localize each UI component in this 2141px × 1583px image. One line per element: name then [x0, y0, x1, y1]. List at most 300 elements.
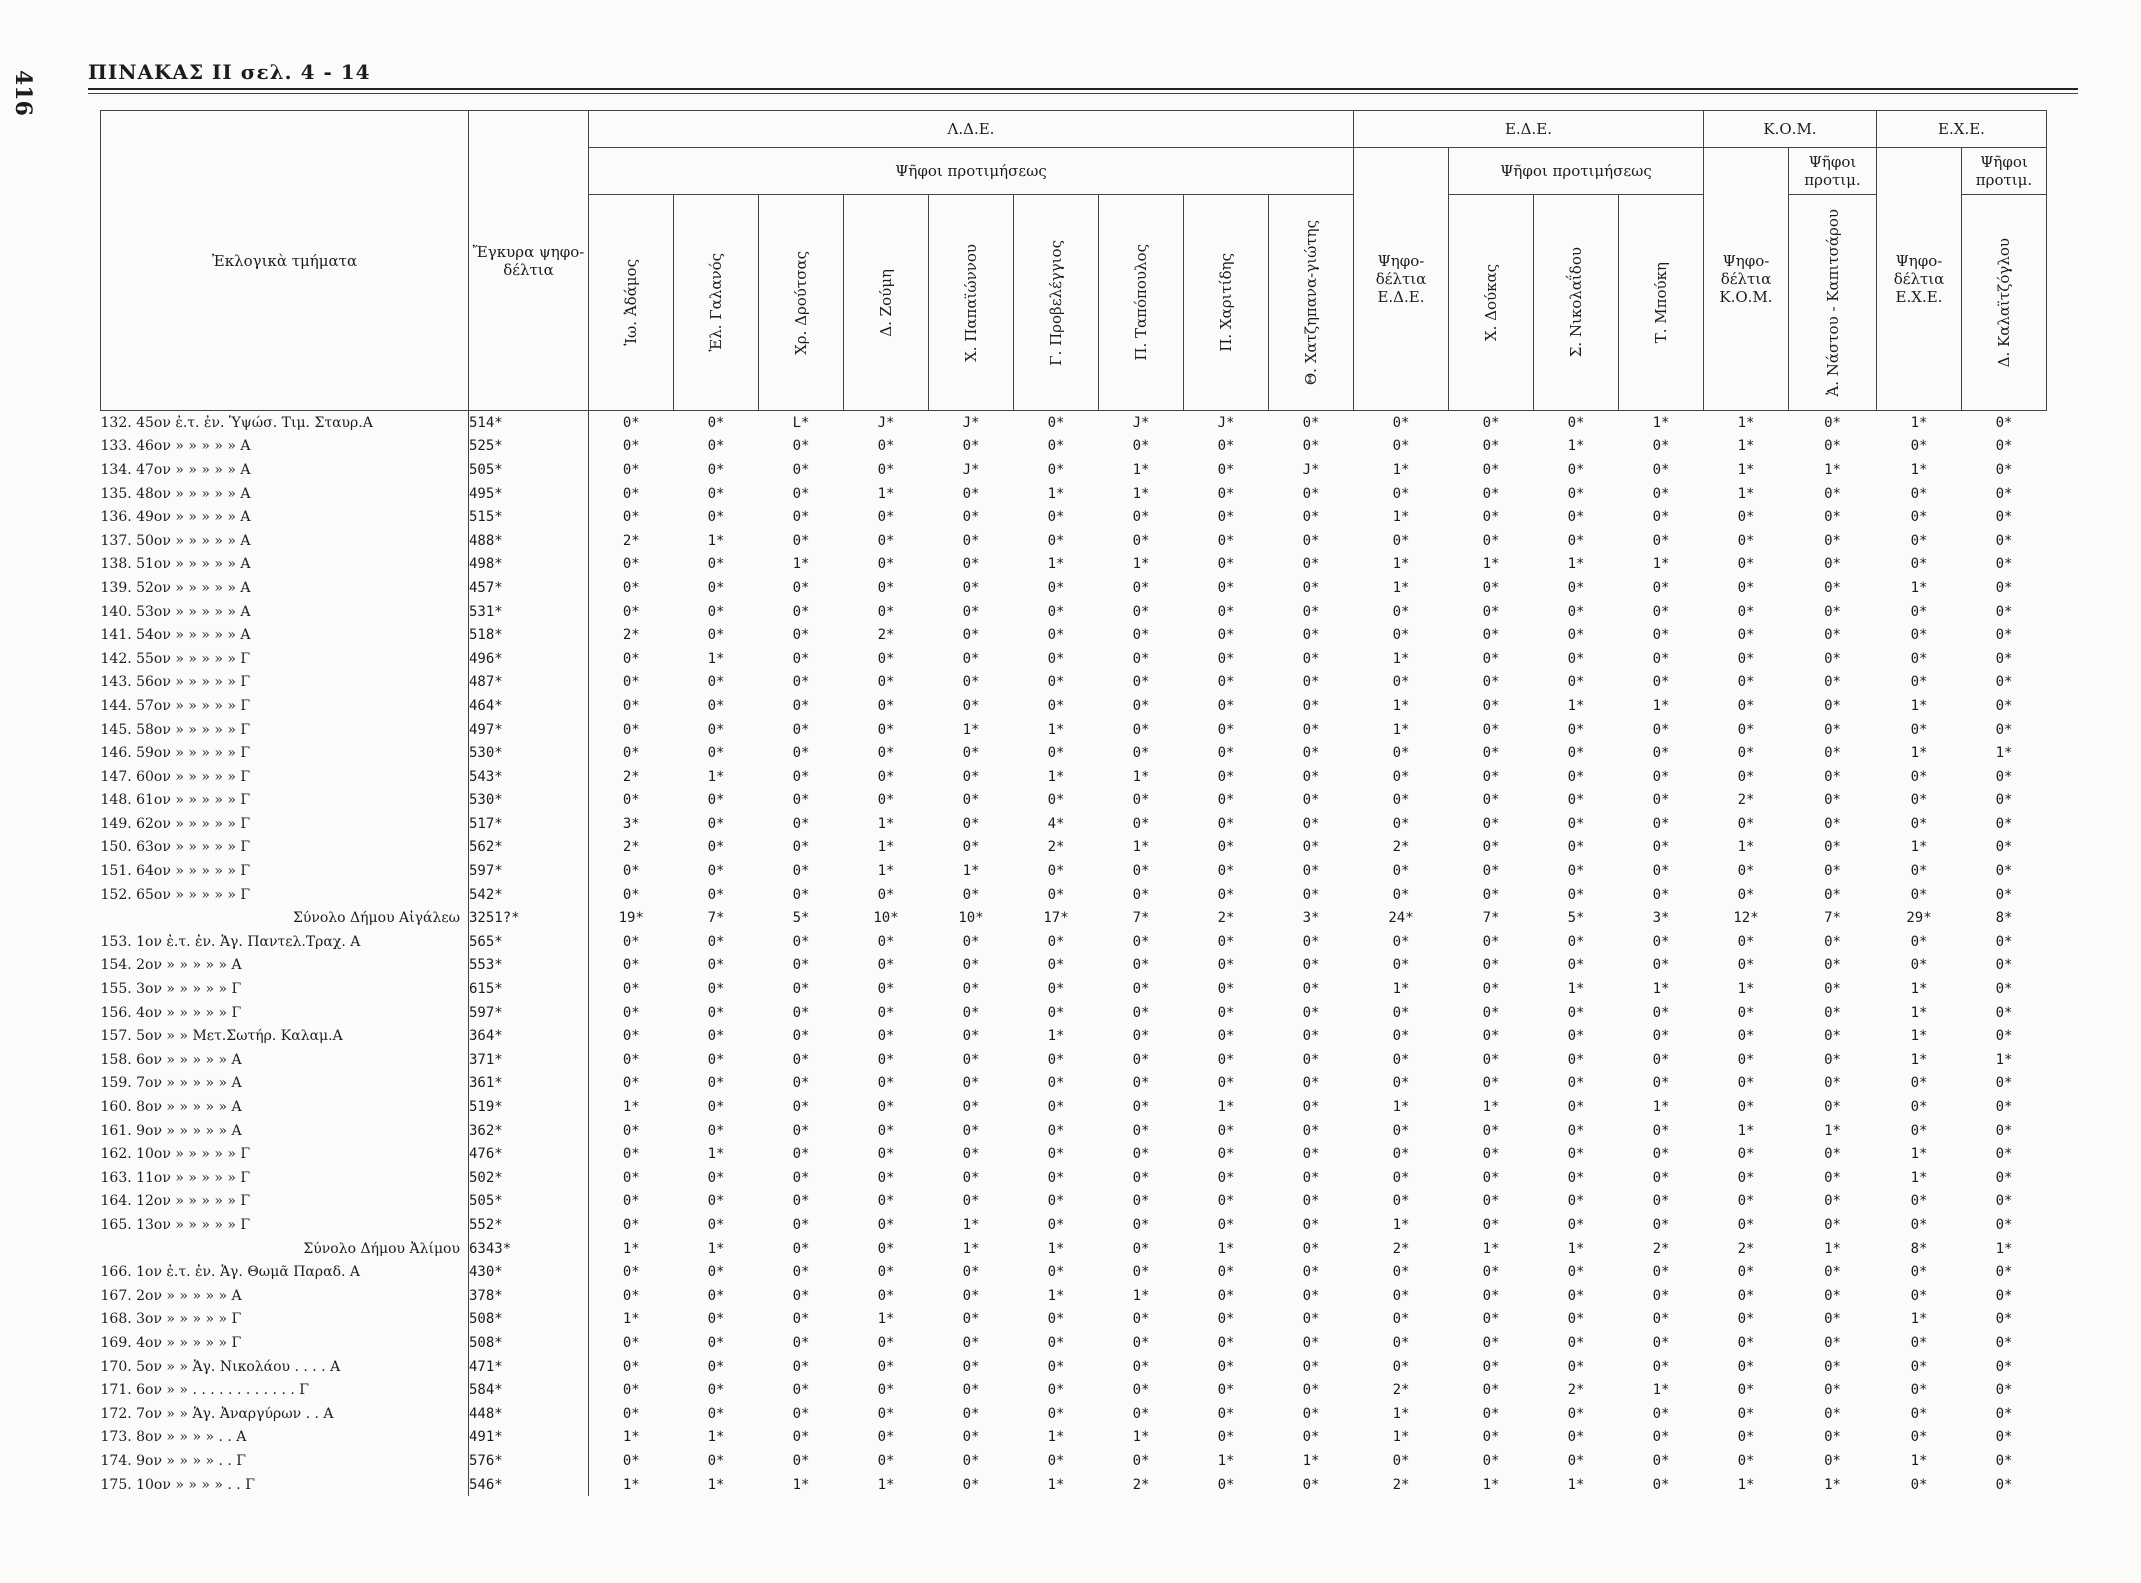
vote-cell: 0* [1652, 721, 1670, 738]
vote-cell: 0* [622, 1075, 640, 1092]
vote-cell: 0* [1302, 1169, 1320, 1186]
vote-cell: 0* [1995, 1429, 2013, 1446]
vote-cell: 0* [877, 603, 895, 620]
vote-cell: 0* [1737, 1051, 1755, 1068]
vote-cell: 0* [1132, 1099, 1150, 1116]
vote-cell: 0* [962, 1028, 980, 1045]
vote-cell: 0* [707, 1264, 725, 1281]
vote-cell: 0* [877, 1287, 895, 1304]
valid-ballots: 515* [469, 505, 589, 529]
vote-cell: 0* [1132, 1193, 1150, 1210]
vote-cell: 1* [1567, 556, 1585, 573]
vote-cell: 0* [1824, 579, 1841, 596]
vote-cell: 0* [1302, 957, 1320, 974]
vote-cell: 0* [1995, 627, 2013, 644]
vote-cell: 0* [1910, 1122, 1928, 1139]
section-label: 151. 64ον » » » » » Γ [100, 863, 251, 880]
vote-cell: 1* [1910, 1169, 1928, 1186]
vote-cell: 0* [1302, 1193, 1320, 1210]
vote-cell: 0* [1302, 1382, 1320, 1399]
vote-cell: 0* [1567, 1004, 1585, 1021]
vote-cell: 0* [707, 697, 725, 714]
vote-cell: L* [792, 414, 810, 431]
vote-cell: 0* [962, 485, 980, 502]
vote-cell: 1* [1652, 414, 1670, 431]
vote-cell: 0* [1302, 886, 1320, 903]
vote-cell: 12* [1733, 910, 1759, 927]
vote-cell: 0* [877, 1004, 895, 1021]
vote-cell: 0* [1302, 839, 1320, 856]
vote-cell: 0* [1047, 579, 1065, 596]
vote-cell: 1* [1392, 1216, 1410, 1233]
vote-cell: 0* [622, 721, 640, 738]
vote-cell: 0* [1910, 603, 1928, 620]
vote-cell: 0* [1047, 414, 1065, 431]
vote-cell: 0* [1217, 1287, 1235, 1304]
vote-cell: 0* [1392, 1075, 1410, 1092]
vote-cell: 1* [1392, 1429, 1410, 1446]
table-row [101, 741, 2047, 765]
vote-cell: 0* [1824, 1429, 1841, 1446]
vote-cell: 0* [1132, 721, 1150, 738]
vote-cell: 0* [877, 1028, 895, 1045]
vote-cell: 0* [877, 1358, 895, 1375]
vote-cell: 0* [1567, 1169, 1585, 1186]
table-row [101, 765, 2047, 789]
vote-cell: 0* [1132, 815, 1150, 832]
vote-cell: 0* [1392, 1358, 1410, 1375]
exe-header: Ε.Χ.Ε. [1877, 111, 2047, 148]
section-label: Σύνολο Δήμου Ἀλίμου [303, 1240, 460, 1257]
table-row [101, 1166, 2047, 1190]
vote-cell: 0* [1652, 1193, 1670, 1210]
section-label: 144. 57ον » » » » » Γ [100, 697, 251, 714]
valid-ballots: 525* [469, 435, 589, 459]
vote-cell: 0* [1824, 721, 1841, 738]
vote-cell: 0* [962, 509, 980, 526]
vote-cell: 0* [1392, 1193, 1410, 1210]
vote-cell: 0* [1652, 1358, 1670, 1375]
vote-cell: 0* [1132, 532, 1150, 549]
section-label: 150. 63ον » » » » » Γ [100, 839, 251, 856]
top-rule-thin [88, 93, 2078, 94]
vote-cell: 0* [1047, 1382, 1065, 1399]
vote-cell: 0* [1824, 650, 1841, 667]
vote-cell: 1* [1567, 1476, 1585, 1493]
section-label: 135. 48ον » » » » » Α [100, 485, 251, 502]
vote-cell: 1* [1047, 1429, 1065, 1446]
vote-cell: 0* [962, 1334, 980, 1351]
section-label: 166. 1ον ἐ.τ. ἐν. Ἁγ. Θωμᾶ Παραδ. Α [100, 1264, 361, 1281]
vote-cell: 0* [1737, 1264, 1755, 1281]
vote-cell: 0* [1217, 1382, 1235, 1399]
vote-cell: 0* [1567, 863, 1585, 880]
vote-cell: 1* [1567, 981, 1585, 998]
vote-cell: 0* [1652, 863, 1670, 880]
vote-cell: 0* [1047, 509, 1065, 526]
vote-cell: 1* [1910, 697, 1928, 714]
section-label: 162. 10ον » » » » » Γ [100, 1146, 251, 1163]
vote-cell: 0* [877, 792, 895, 809]
valid-ballots: 457* [469, 576, 589, 600]
vote-cell: 0* [1482, 1334, 1500, 1351]
vote-cell: 0* [1737, 1075, 1755, 1092]
vote-cell: 1* [792, 1476, 810, 1493]
vote-cell: 0* [877, 1334, 895, 1351]
vote-cell: 10* [958, 910, 984, 927]
vote-cell: 2* [1567, 1382, 1585, 1399]
vote-cell: 0* [1302, 509, 1320, 526]
vote-cell: 0* [792, 1216, 810, 1233]
vote-cell: 0* [1217, 745, 1235, 762]
vote-cell: 0* [1047, 532, 1065, 549]
vote-cell: 1* [1047, 768, 1065, 785]
vote-cell: 1* [1737, 485, 1755, 502]
vote-cell: 0* [1482, 1452, 1500, 1469]
vote-cell: 0* [707, 886, 725, 903]
vote-cell: 0* [962, 957, 980, 974]
vote-cell: 1* [1910, 414, 1928, 431]
vote-cell: 1* [1047, 1476, 1065, 1493]
valid-ballots: 378* [469, 1284, 589, 1308]
vote-cell: 0* [1910, 1405, 1928, 1422]
vote-cell: 1* [792, 556, 810, 573]
vote-cell: 0* [877, 579, 895, 596]
vote-cell: 0* [1392, 815, 1410, 832]
vote-cell: 0* [1132, 1405, 1150, 1422]
vote-cell: 0* [1047, 1169, 1065, 1186]
vote-cell: 0* [1482, 674, 1500, 691]
vote-cell: 0* [1132, 886, 1150, 903]
table-row [101, 1142, 2047, 1166]
valid-ballots: 488* [469, 529, 589, 553]
vote-cell: 0* [1824, 957, 1841, 974]
vote-cell: 0* [1047, 933, 1065, 950]
table-row [101, 1190, 2047, 1214]
vote-cell: 0* [1132, 863, 1150, 880]
vote-cell: 0* [1995, 933, 2013, 950]
vote-cell: 0* [1047, 792, 1065, 809]
vote-cell: 0* [622, 933, 640, 950]
vote-cell: 0* [1824, 1264, 1841, 1281]
vote-cell: 0* [707, 1216, 725, 1233]
vote-cell: 1* [707, 768, 725, 785]
vote-cell: 0* [1392, 414, 1410, 431]
vote-cell: 0* [962, 1264, 980, 1281]
vote-cell: 0* [792, 1004, 810, 1021]
vote-cell: 0* [1047, 1264, 1065, 1281]
vote-cell: 0* [1302, 1476, 1320, 1493]
vote-cell: 0* [1217, 792, 1235, 809]
section-label: 134. 47ον » » » » » Α [100, 461, 251, 478]
valid-ballots: 531* [469, 600, 589, 624]
table-row [101, 647, 2047, 671]
vote-cell: 0* [792, 579, 810, 596]
vote-cell: 0* [1995, 1382, 2013, 1399]
vote-cell: 2* [622, 532, 640, 549]
vote-cell: 0* [1824, 863, 1841, 880]
vote-cell: 0* [1482, 438, 1500, 455]
vote-cell: 0* [792, 1452, 810, 1469]
vote-cell: 0* [1737, 1099, 1755, 1116]
valid-ballots: 514* [469, 411, 589, 435]
vote-cell: 0* [1132, 1004, 1150, 1021]
vote-cell: 0* [1482, 603, 1500, 620]
vote-cell: 0* [1302, 556, 1320, 573]
vote-cell: 2* [877, 627, 895, 644]
vote-cell: 0* [962, 1287, 980, 1304]
vote-cell: 0* [877, 697, 895, 714]
vote-cell: 0* [1302, 603, 1320, 620]
vote-cell: 0* [1047, 627, 1065, 644]
vote-cell: 0* [1567, 1146, 1585, 1163]
vote-cell: 0* [1482, 815, 1500, 832]
vote-cell: 0* [1392, 1287, 1410, 1304]
table-row [101, 1095, 2047, 1119]
vote-cell: 0* [877, 1122, 895, 1139]
vote-cell: 0* [1567, 745, 1585, 762]
vote-cell: 0* [1652, 461, 1670, 478]
vote-cell: 1* [1392, 721, 1410, 738]
vote-cell: 0* [1737, 1334, 1755, 1351]
vote-cell: 0* [1910, 1429, 1928, 1446]
valid-ballots: 546* [469, 1473, 589, 1497]
vote-cell: 0* [1567, 627, 1585, 644]
vote-cell: 0* [707, 579, 725, 596]
vote-cell: 0* [1824, 1311, 1841, 1328]
vote-cell: 0* [1047, 1452, 1065, 1469]
vote-cell: 0* [1737, 886, 1755, 903]
vote-cell: 0* [1132, 1382, 1150, 1399]
vote-cell: 1* [1652, 556, 1670, 573]
vote-cell: 0* [1132, 957, 1150, 974]
vote-cell: 0* [877, 556, 895, 573]
vote-cell: 0* [1824, 1193, 1841, 1210]
cand-adamos: Ἰω. Ἀδάμος [589, 195, 674, 411]
vote-cell: 7* [1482, 910, 1500, 927]
vote-cell: 0* [1302, 863, 1320, 880]
vote-cell: 5* [1567, 910, 1585, 927]
lde-pref-header: Ψῆφοι προτιμήσεως [589, 148, 1354, 195]
vote-cell: 0* [1737, 1146, 1755, 1163]
vote-cell: 1* [1737, 414, 1755, 431]
vote-cell: 0* [1910, 556, 1928, 573]
section-label: 164. 12ον » » » » » Γ [100, 1193, 251, 1210]
vote-cell: 0* [792, 1075, 810, 1092]
vote-cell: 0* [1737, 933, 1755, 950]
vote-cell: 0* [792, 1146, 810, 1163]
vote-cell: 0* [1737, 745, 1755, 762]
valid-ballots: 530* [469, 741, 589, 765]
vote-cell: 3* [622, 815, 640, 832]
vote-cell: 0* [1047, 745, 1065, 762]
vote-cell: 0* [1652, 1476, 1670, 1493]
vote-cell: 2* [622, 627, 640, 644]
vote-cell: 2* [1392, 1476, 1410, 1493]
table-row [101, 954, 2047, 978]
vote-cell: 0* [1910, 1099, 1928, 1116]
vote-cell: 0* [1910, 863, 1928, 880]
vote-cell: 1* [962, 863, 980, 880]
vote-cell: 1* [1392, 461, 1410, 478]
vote-cell: 0* [1567, 1193, 1585, 1210]
vote-cell: 0* [792, 674, 810, 691]
vote-cell: 0* [1652, 1146, 1670, 1163]
vote-cell: 0* [707, 1405, 725, 1422]
cand-droutsas: Χρ. Δρούτσας [759, 195, 844, 411]
vote-cell: 0* [1392, 957, 1410, 974]
section-label: 145. 58ον » » » » » Γ [100, 721, 251, 738]
vote-cell: 0* [1910, 886, 1928, 903]
vote-cell: 1* [1392, 697, 1410, 714]
vote-cell: 0* [1824, 768, 1841, 785]
vote-cell: 1* [1824, 1476, 1841, 1493]
vote-cell: 0* [1737, 1169, 1755, 1186]
vote-cell: 0* [1824, 1146, 1841, 1163]
section-label: 173. 8ον » » » » . . Α [100, 1429, 247, 1446]
vote-cell: 0* [962, 933, 980, 950]
table-row [101, 482, 2047, 506]
vote-cell: 0* [962, 1311, 980, 1328]
vote-cell: 0* [1652, 485, 1670, 502]
table-row [101, 977, 2047, 1001]
section-label: 153. 1ον ἐ.τ. ἐν. Ἁγ. Παντελ.Τραχ. Α [100, 933, 361, 950]
table-row [101, 883, 2047, 907]
vote-cell: 0* [1824, 1358, 1841, 1375]
vote-cell: 0* [1652, 1169, 1670, 1186]
vote-cell: 0* [1652, 1405, 1670, 1422]
vote-cell: 0* [1567, 485, 1585, 502]
vote-cell: 0* [1995, 839, 2013, 856]
table-row [101, 458, 2047, 482]
vote-cell: 0* [1652, 627, 1670, 644]
vote-cell: 0* [1652, 1075, 1670, 1092]
valid-ballots: 505* [469, 458, 589, 482]
vote-cell: 1* [1995, 745, 2013, 762]
vote-cell: 0* [1392, 1051, 1410, 1068]
vote-cell: 0* [1995, 768, 2013, 785]
vote-cell: 0* [622, 697, 640, 714]
vote-cell: 0* [1482, 1429, 1500, 1446]
vote-cell: 0* [622, 509, 640, 526]
vote-cell: 1* [1217, 1452, 1235, 1469]
vote-cell: 0* [1567, 957, 1585, 974]
vote-cell: 0* [1652, 933, 1670, 950]
vote-cell: 0* [707, 627, 725, 644]
vote-cell: 0* [1047, 438, 1065, 455]
vote-cell: 0* [1392, 1122, 1410, 1139]
valid-ballots: 495* [469, 482, 589, 506]
vote-cell: 0* [1302, 627, 1320, 644]
vote-cell: 0* [792, 1240, 810, 1257]
vote-cell: 0* [1910, 1476, 1928, 1493]
vote-cell: 1* [1047, 1287, 1065, 1304]
vote-cell: 2* [622, 839, 640, 856]
vote-cell: 8* [1910, 1240, 1928, 1257]
vote-cell: 0* [1302, 1264, 1320, 1281]
vote-cell: 0* [877, 461, 895, 478]
vote-cell: 0* [1737, 1382, 1755, 1399]
vote-cell: 0* [1737, 1429, 1755, 1446]
vote-cell: 0* [1824, 674, 1841, 691]
vote-cell: 0* [1910, 532, 1928, 549]
vote-cell: 0* [1302, 579, 1320, 596]
vote-cell: 0* [1995, 957, 2013, 974]
vote-cell: 0* [1567, 650, 1585, 667]
vote-cell: 0* [1652, 509, 1670, 526]
vote-cell: 0* [962, 792, 980, 809]
vote-cell: 0* [1652, 1452, 1670, 1469]
vote-cell: 0* [1047, 650, 1065, 667]
valid-ballots: 464* [469, 694, 589, 718]
vote-cell: 0* [1995, 1216, 2013, 1233]
vote-cell: 0* [1910, 650, 1928, 667]
vote-cell: 1* [1392, 556, 1410, 573]
vote-cell: 0* [877, 768, 895, 785]
vote-cell: 0* [1737, 627, 1755, 644]
vote-cell: 0* [1302, 1240, 1320, 1257]
vote-cell: 0* [1995, 1075, 2013, 1092]
vote-cell: 0* [1302, 697, 1320, 714]
vote-cell: 0* [1217, 1216, 1235, 1233]
vote-cell: 0* [1392, 627, 1410, 644]
vote-cell: 0* [962, 1169, 980, 1186]
vote-cell: 0* [622, 579, 640, 596]
vote-cell: 0* [1482, 957, 1500, 974]
vote-cell: 0* [1217, 1028, 1235, 1045]
vote-cell: 0* [962, 1452, 980, 1469]
vote-cell: 0* [792, 1287, 810, 1304]
vote-cell: 0* [1217, 1476, 1235, 1493]
vote-cell: 2* [1392, 1240, 1410, 1257]
vote-cell: 0* [707, 1075, 725, 1092]
vote-cell: J* [877, 414, 895, 431]
vote-cell: 0* [792, 1051, 810, 1068]
vote-cell: 0* [1392, 886, 1410, 903]
vote-cell: 0* [1392, 1146, 1410, 1163]
vote-cell: 0* [1995, 438, 2013, 455]
vote-cell: 0* [1217, 1264, 1235, 1281]
vote-cell: 1* [962, 1240, 980, 1257]
vote-cell: 0* [1217, 1193, 1235, 1210]
vote-cell: 0* [622, 1216, 640, 1233]
vote-cell: 0* [1217, 957, 1235, 974]
vote-cell: 0* [962, 1476, 980, 1493]
vote-cell: 0* [707, 1169, 725, 1186]
vote-cell: 0* [707, 815, 725, 832]
vote-cell: 0* [1482, 1358, 1500, 1375]
vote-cell: 0* [1482, 933, 1500, 950]
vote-cell: 0* [1567, 603, 1585, 620]
cand-galanos: Ἐλ. Γαλανός [674, 195, 759, 411]
valid-ballots: 361* [469, 1072, 589, 1096]
vote-cell: 0* [1132, 603, 1150, 620]
vote-cell: 0* [1132, 509, 1150, 526]
vote-cell: 0* [707, 1382, 725, 1399]
vote-cell: 0* [1995, 461, 2013, 478]
ede-header: Ε.Δ.Ε. [1354, 111, 1704, 148]
vote-cell: 0* [1302, 1099, 1320, 1116]
vote-cell: 0* [792, 1311, 810, 1328]
vote-cell: 0* [1217, 1004, 1235, 1021]
vote-cell: 0* [962, 1051, 980, 1068]
valid-ballots: 530* [469, 789, 589, 813]
vote-cell: 0* [877, 1452, 895, 1469]
table-row [101, 1473, 2047, 1497]
table-row [101, 1308, 2047, 1332]
vote-cell: 0* [877, 957, 895, 974]
vote-cell: 0* [877, 1099, 895, 1116]
